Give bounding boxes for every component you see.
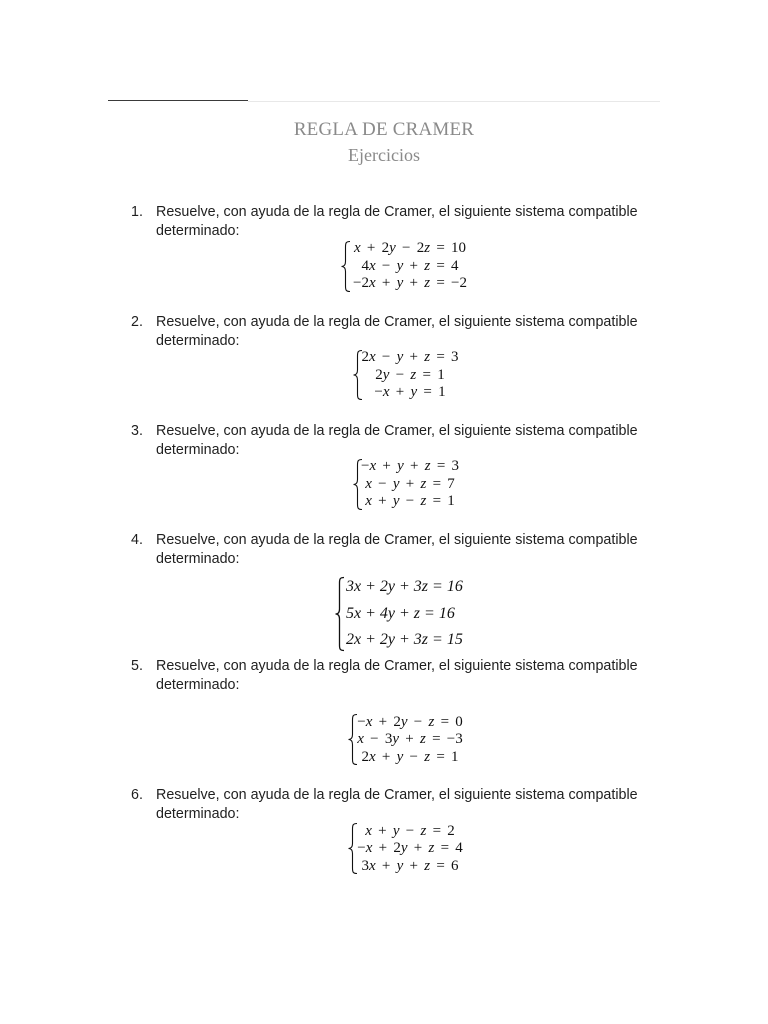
exercise-prompt-line-2: determinado: (156, 805, 240, 822)
exercise-prompt-line-2: determinado: (156, 222, 240, 239)
exercise-number: 4. (131, 531, 143, 548)
equation-row: 3x + y + z = 6 (361, 857, 459, 874)
equation-system (346, 574, 496, 654)
exercise-prompt-line-1: Resuelve, con ayuda de la regla de Cramer, el siguiente sistema compatible (156, 531, 638, 548)
exercise-number: 2. (131, 313, 143, 330)
equation-row: −x + y = 1 (374, 384, 446, 401)
exercise-prompt-line-1: Resuelve, con ayuda de la regla de Cramer, el siguiente sistema compatible (156, 203, 638, 220)
exercise-prompt-line-2: determinado: (156, 332, 240, 349)
equation-system (330, 823, 490, 876)
exercise-prompt-line-2: determinado: (156, 441, 240, 458)
equation-row: 2x − y + z = 3 (361, 349, 459, 366)
equation-row: x − y + z = 7 (365, 475, 455, 492)
exercise-prompt-line-1: Resuelve, con ayuda de la regla de Cramer, el siguiente sistema compatible (156, 422, 638, 439)
equation-system (330, 240, 490, 293)
header-rule-light (248, 101, 660, 102)
page-subtitle: Ejercicios (348, 145, 420, 165)
equation-system (330, 458, 490, 511)
equation-row: 4x − y + z = 4 (361, 257, 459, 274)
exercise-prompt-line-1: Resuelve, con ayuda de la regla de Cramer, el siguiente sistema compatible (156, 657, 638, 674)
exercise-prompt-line-1: Resuelve, con ayuda de la regla de Cramer, el siguiente sistema compatible (156, 313, 638, 330)
equation-row: x + 2y − 2z = 10 (353, 240, 467, 257)
equation-system (330, 714, 490, 767)
page-title: REGLA DE CRAMER (293, 119, 475, 140)
exercise-prompt-line-2: determinado: (156, 550, 240, 567)
system-brace (335, 577, 344, 651)
exercise-number: 6. (131, 786, 143, 803)
equation-row: −x + y + z = 3 (360, 458, 460, 475)
equation-row: −x + 2y − z = 0 (357, 713, 463, 730)
equation-system (330, 349, 490, 402)
equation-row: 5x + 4y + z = 16 (346, 604, 455, 622)
equation-row: x + y − z = 2 (365, 822, 455, 839)
equation-row: −2x + y + z = −2 (352, 275, 467, 292)
exercise-number: 1. (131, 203, 143, 220)
exercise-prompt-line-2: determinado: (156, 676, 240, 693)
equation-row: 2x + y − z = 1 (361, 748, 459, 765)
exercise-number: 5. (131, 657, 143, 674)
equation-row: x − 3y + z = −3 (357, 731, 463, 747)
equation-row: 2y − z = 1 (375, 366, 445, 383)
exercise-number: 3. (131, 422, 143, 439)
equation-row: 3x + 2y + 3z = 16 (346, 578, 463, 595)
equation-row: 2x + 2y + 3z = 15 (346, 631, 463, 648)
equation-row: x + y − z = 1 (365, 493, 455, 510)
equation-row: −x + 2y + z = 4 (357, 840, 463, 856)
brace-stroke (336, 578, 345, 651)
header-rule-dark (108, 100, 248, 101)
exercise-prompt-line-1: Resuelve, con ayuda de la regla de Cramer, el siguiente sistema compatible (156, 786, 638, 803)
